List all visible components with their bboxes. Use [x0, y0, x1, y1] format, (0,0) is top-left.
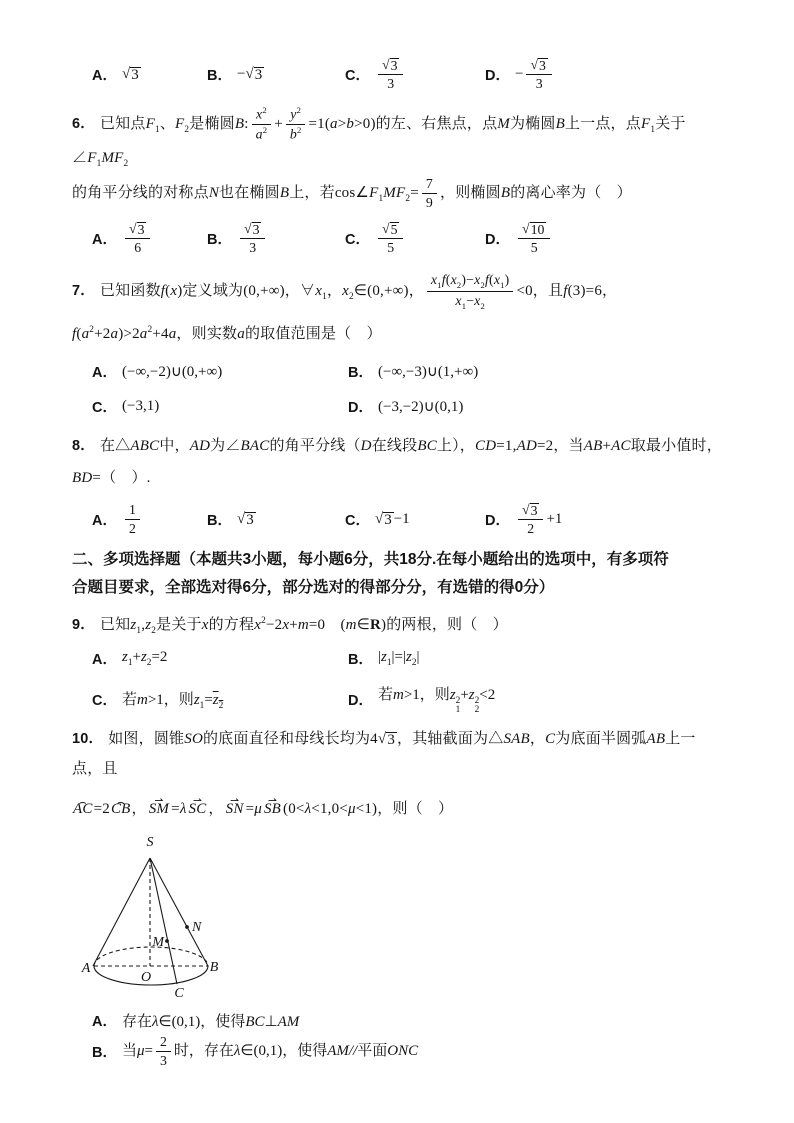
- question-5-options: [72, 56, 724, 93]
- option-10-a: [92, 1010, 299, 1031]
- question-text: 已知$z_1,z_2$是关于x的方程$x^2-2x+m=0$ (m∈R)的两根，则（ ）: [99, 616, 508, 637]
- question-7: [72, 271, 724, 417]
- option-9-c: [92, 688, 348, 711]
- option-math: √ 5 5: [375, 220, 406, 257]
- question-7-line-2: [72, 319, 724, 349]
- label-O: O: [140, 970, 152, 986]
- question-6-options: [72, 220, 724, 257]
- option-6-c: [345, 220, 485, 257]
- option-math: (−∞,−2)∪(0,+∞): [121, 363, 223, 380]
- question-7-options-row-2: [72, 396, 724, 417]
- option-math: (−3,1): [121, 397, 160, 414]
- option-label: C．: [345, 68, 370, 85]
- option-label: B．: [207, 513, 232, 530]
- option-6-a: [92, 220, 207, 257]
- question-number: 6．: [72, 115, 95, 132]
- option-6-b: [207, 220, 345, 257]
- option-math: √ 3 6: [122, 220, 153, 257]
- cone-figure: [64, 830, 236, 1006]
- option-label: B．: [207, 232, 232, 249]
- option-label: D．: [485, 513, 510, 530]
- point-M-dot: [165, 939, 169, 943]
- option-label: B．: [207, 68, 232, 85]
- question-number: 7．: [72, 282, 95, 299]
- option-math: √ 3 −1: [374, 510, 410, 528]
- question-9: [72, 610, 724, 716]
- option-7-a: [92, 361, 348, 382]
- option-math: 若m>1，则z 2 1 +z 2 2 <2: [377, 687, 496, 716]
- option-label: D．: [348, 399, 373, 416]
- question-8-line-2: [72, 463, 724, 493]
- question-6-line-2: [72, 175, 724, 212]
- option-8-a: [92, 501, 207, 538]
- option-8-b: [207, 509, 345, 530]
- option-7-d: [348, 396, 724, 417]
- question-10-line-1: [72, 724, 724, 784]
- question-number: 10．: [72, 731, 104, 748]
- option-9-a: [92, 648, 348, 669]
- option-math: $\frac{1}{2}$: [122, 501, 143, 538]
- question-9-line-1: [72, 610, 724, 640]
- question-text: BD=（ ）.: [72, 469, 151, 486]
- question-text: 的角平分线的对称点N也在椭圆B上，若$\cos\angle F_1MF_2=$ $\frac{7}{9}$ ，则椭圆B的离心率为（ ）: [72, 176, 632, 211]
- option-math: √ 3 2 +1: [515, 501, 562, 538]
- question-text: 如图，圆锥SO的底面直径和母线长均为4 √ 3 ，其轴截面为△SAB，C为底面半圆弧AB上一点，且: [72, 731, 696, 778]
- option-label: D．: [348, 693, 373, 710]
- option-5-d: [485, 56, 724, 93]
- option-label: A．: [92, 232, 117, 249]
- option-label: B．: [348, 652, 373, 669]
- option-math: $z_1+z_2=2$: [121, 649, 168, 669]
- option-math: √ 3: [121, 65, 139, 83]
- question-8-options: [72, 501, 724, 538]
- option-5-a: [92, 64, 207, 85]
- label-S: S: [146, 835, 154, 851]
- option-6-d: [485, 220, 724, 257]
- question-text: 已知函数f(x)定义域为(0,+∞)，$\forall x_1$，$x_2\in(0,+\infty)$， $\frac{x_1f(x_2)-x_2f(x_1)}{x_1-x_2}$ <0，且f(3)=6，: [99, 272, 618, 311]
- option-label: A．: [92, 513, 117, 530]
- line-SC: [150, 858, 177, 984]
- option-8-d: [485, 501, 724, 538]
- option-label: C．: [345, 232, 370, 249]
- option-label: A．: [92, 364, 117, 381]
- option-8-c: [345, 509, 485, 530]
- option-math: (−3,−2)∪(0,1): [377, 398, 464, 415]
- option-label: A．: [92, 652, 117, 669]
- question-10-option-b: [72, 1033, 724, 1070]
- label-C: C: [174, 986, 184, 1002]
- option-math: (−∞,−3)∪(1,+∞): [377, 363, 479, 380]
- section-header-line-1: 二、多项选择题（本题共3小题，每小题6分，共18分.在每小题给出的选项中，有多项符: [72, 551, 669, 569]
- question-text: 在△ABC中，AD为∠BAC的角平分线（D在线段BC上），CD=1,AD=2，当AB+AC取最小值时，: [99, 437, 722, 454]
- option-label: C．: [92, 399, 117, 416]
- option-label: D．: [485, 232, 510, 249]
- option-7-b: [348, 361, 724, 382]
- option-math: − √ 3 3: [515, 56, 555, 93]
- option-label: D．: [485, 68, 510, 85]
- option-label: A．: [92, 1014, 117, 1031]
- question-number: 9．: [72, 617, 95, 634]
- option-math: √ 3: [236, 510, 254, 528]
- option-math: 若m>1，则$z_1=z_2$: [121, 692, 224, 711]
- option-5-c: [345, 56, 485, 93]
- option-9-b: [348, 648, 724, 669]
- label-B: B: [209, 960, 219, 976]
- question-8-line-1: [72, 431, 724, 461]
- option-5-b: [207, 64, 345, 85]
- option-math: √ 10 5: [515, 220, 553, 257]
- option-math: 存在λ∈(0,1)，使得BC⊥AM: [121, 1014, 300, 1031]
- question-6: [72, 105, 724, 257]
- option-label: C．: [92, 693, 117, 710]
- base-ellipse-back: [94, 947, 208, 966]
- option-math: − √ 3: [236, 65, 263, 83]
- question-text: $f(a^2+2a)>2a^2+4a$，则实数a的取值范围是（ ）: [72, 324, 382, 342]
- option-math: 当μ= $\frac{2}{3}$ 时，存在λ∈(0,1)，使得AM//平面ONC: [121, 1034, 419, 1068]
- question-10-option-a: [72, 1010, 724, 1031]
- option-label: B．: [348, 364, 373, 381]
- question-9-options-row-1: [72, 648, 724, 669]
- question-8: [72, 431, 724, 538]
- question-9-options-row-2: [72, 683, 724, 716]
- option-7-c: [92, 396, 348, 417]
- option-math: √ 3 3: [237, 220, 268, 257]
- question-10-line-2: [72, 786, 724, 824]
- option-label: B．: [92, 1044, 117, 1061]
- question-number: 8．: [72, 437, 95, 454]
- question-6-line-1: [72, 105, 724, 173]
- option-math: $|z_1|=|z_2|$: [377, 649, 420, 669]
- option-math: √ 3 3: [375, 56, 406, 93]
- label-M: M: [152, 935, 164, 951]
- option-9-d: [348, 683, 724, 716]
- question-text: AC ⌢=2CB ⌢， SM ⇀ =λ SC ⇀ ， SN ⇀ =μ SB ⇀ (0<λ<1,0<μ<1)，则（ ）: [72, 801, 453, 817]
- question-7-options-row-1: [72, 361, 724, 382]
- section-2-header: [72, 546, 724, 602]
- question-text: 已知点$F_1$、$F_2$是椭圆B: $\frac{x^2}{a^2}$ + $\frac{y^2}{b^2}$ =1(a>b>0)的左、右焦点，点M为椭圆B上一点，点$F_1$关于$\angle F_1MF_2$: [72, 105, 686, 170]
- section-header-line-2: 合题目要求，全部选对得6分，部分选对的得部分分，有选错的得0分）: [72, 579, 555, 597]
- question-10: [72, 724, 724, 1070]
- label-N: N: [192, 920, 202, 936]
- option-label: C．: [345, 513, 370, 530]
- label-A: A: [81, 961, 91, 977]
- option-10-b: [92, 1033, 418, 1070]
- point-N-dot: [185, 925, 189, 929]
- line-SA: [93, 858, 150, 966]
- question-7-line-1: [72, 271, 724, 311]
- option-label: A．: [92, 68, 117, 85]
